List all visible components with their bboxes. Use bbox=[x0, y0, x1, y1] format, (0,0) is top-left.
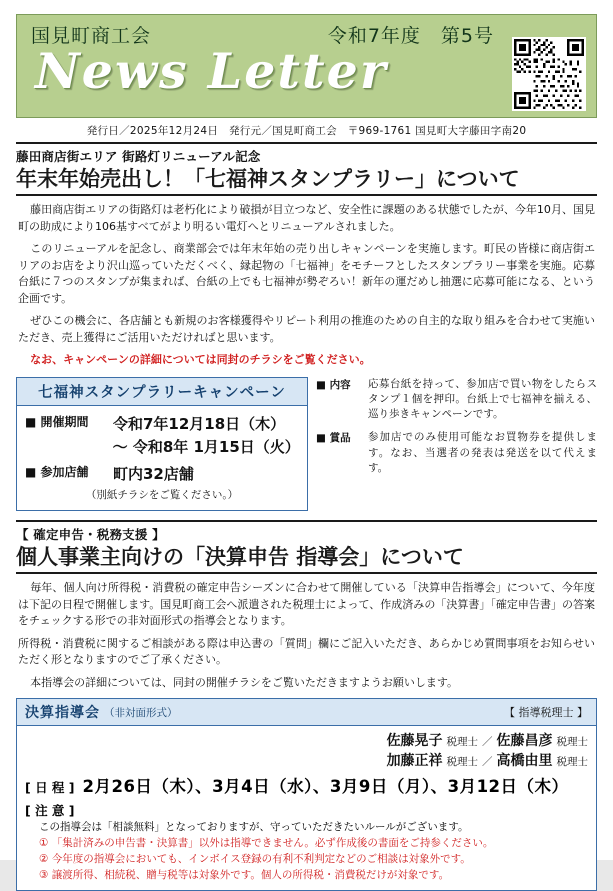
campaign-detail-content-label: ■ 内容 bbox=[316, 378, 351, 391]
section1-paragraph-1 bbox=[18, 202, 595, 235]
section1-paragraph-3 bbox=[18, 313, 595, 346]
guidance-title: 決算指導会 bbox=[25, 705, 100, 721]
campaign-period-row bbox=[25, 413, 299, 434]
campaign-box bbox=[16, 377, 308, 511]
guidance-caution-note: この指導会は「相談無料」となっておりますが、守っていただきたいルールがございます。 bbox=[39, 821, 469, 833]
section2-paragraph-3 bbox=[18, 675, 595, 692]
guidance-date-label: [ 日 程 ] bbox=[25, 780, 75, 795]
advisor-2-suffix: 税理士 bbox=[556, 736, 588, 748]
advisor-line-1 bbox=[25, 730, 588, 750]
organization-name: 国見町商工会 bbox=[31, 25, 152, 47]
caution-item-3: ③ 譲渡所得、相続税、贈与税等は対象外です。個人の所得税・消費税だけが対象です。 bbox=[39, 868, 450, 881]
campaign-stores-row bbox=[25, 463, 299, 484]
campaign-period-label: ■ 開催期間 bbox=[25, 414, 89, 429]
campaign-detail-prize bbox=[316, 430, 597, 476]
guidance-dates: 2月26日（木）、3月4日（水）、3月9日（月）、3月12日（木） bbox=[82, 777, 569, 796]
section2-title: 個人事業主向けの「決算申告 指導会」について bbox=[16, 544, 464, 569]
campaign-period-value-2: ～ 令和8年 1月15日（火） bbox=[112, 437, 300, 456]
campaign-detail-content bbox=[316, 377, 597, 423]
guidance-caution-list bbox=[39, 836, 588, 883]
campaign-stores-value: 町内32店舗 bbox=[113, 464, 194, 483]
section2-paragraph-2 bbox=[18, 636, 595, 669]
campaign-detail-content-text: 応募台紙を持って、参加店で買い物をしたらスタンプ１個を押印。台紙上で七福神を揃える、巡り歩きキャンペーンです。 bbox=[368, 377, 597, 421]
campaign-stores-label: ■ 参加店舗 bbox=[25, 464, 89, 479]
section1-header bbox=[16, 142, 597, 192]
campaign-period-spacer bbox=[25, 436, 113, 457]
campaign-details bbox=[316, 377, 597, 511]
campaign-section bbox=[16, 377, 597, 511]
section1-paragraph-1-text: 藤田商店街エリアの街路灯は老朽化により破損が目立つなど、安全性に課題のある状態でしたが、今年10月、国見町の助成により106基すべてがより明るい電灯へとリニューアルされました。 bbox=[18, 203, 595, 233]
campaign-detail-prize-text: 参加店でのみ使用可能なお買物券を提供します。なお、当選者の発表は発送を以て代えます。 bbox=[368, 431, 597, 474]
section2-paragraph-1-text: 毎年、個人向け所得税・消費税の確定申告シーズンに合わせて開催している「決算申告指導会」について、今年度は下記の日程で開催します。国見町商工会へ派遣された税理士によって、作成済みの「決算書」「確定申告書」の答案をチェックする形での非対面形式の指導会となります。 bbox=[18, 581, 595, 627]
guidance-date-row bbox=[25, 773, 588, 797]
issue-number: 令和7年度 第5号 bbox=[327, 25, 494, 47]
campaign-rows bbox=[17, 406, 307, 510]
newsletter-header bbox=[16, 14, 597, 118]
section2-kicker: 【 確定申告・税務支援 】 bbox=[16, 526, 165, 542]
section1-paragraph-4 bbox=[18, 352, 595, 369]
section1-kicker: 藤田商店街エリア 街路灯リニューアル記念 bbox=[16, 149, 261, 164]
advisor-3-name: 加藤正祥 bbox=[386, 753, 443, 769]
publication-line: 発行日／2025年12月24日 発行元／国見町商工会 〒969-1761 国見町大字藤田字南20 bbox=[86, 125, 527, 137]
section1-paragraph-2 bbox=[18, 241, 595, 307]
guidance-box bbox=[16, 698, 597, 891]
section1-title: 年末年始売出し！「七福神スタンプラリー」について bbox=[16, 167, 520, 191]
advisor-1-name: 佐藤晃子 bbox=[386, 733, 443, 749]
section1-red-note: なお、キャンペーンの詳細については同封のチラシをご覧ください。 bbox=[30, 353, 371, 367]
qr-code-icon[interactable] bbox=[512, 37, 586, 111]
advisor-4-name: 高橋由里 bbox=[496, 753, 553, 769]
advisor-separator-2: ／ bbox=[482, 756, 493, 768]
section2-paragraph-3-text: 本指導会の詳細については、同封の開催チラシをご覧いただきますようお願いします。 bbox=[30, 675, 458, 689]
guidance-advisor-label: 【 指導税理士 】 bbox=[504, 706, 588, 719]
campaign-period-row-2 bbox=[25, 436, 299, 457]
newsletter-title: News Letter bbox=[35, 42, 388, 100]
section1-rule bbox=[16, 194, 597, 196]
campaign-box-title: 七福神スタンプラリーキャンペーン bbox=[17, 378, 307, 406]
guidance-body bbox=[17, 726, 596, 890]
campaign-period-value: 令和7年12月18日（木） bbox=[113, 414, 286, 433]
campaign-note: （別紙チラシをご覧ください。） bbox=[85, 488, 239, 501]
caution-item-2: ② 今年度の指導会においても、インボイス登録の有利不利判定などのご相談は対象外です。 bbox=[39, 852, 471, 865]
advisor-1-suffix: 税理士 bbox=[446, 736, 479, 748]
advisor-4-suffix: 税理士 bbox=[556, 756, 588, 768]
caution-item-1: ① 「集計済みの申告書・決算書」以外は指導できません。必ず作成後の書面をご持参ください。 bbox=[39, 837, 494, 849]
advisor-2-name: 佐藤昌彦 bbox=[496, 733, 553, 749]
advisor-separator: ／ bbox=[482, 736, 493, 748]
advisor-line-2 bbox=[25, 750, 588, 770]
section2-rule bbox=[16, 572, 597, 574]
guidance-subtitle: （非対面形式） bbox=[104, 706, 178, 719]
guidance-box-header bbox=[17, 699, 596, 726]
advisor-3-suffix: 税理士 bbox=[446, 756, 479, 768]
section1-paragraph-3-text: ぜひこの機会に、各店舗とも新規のお客様獲得やリピート利用の推進のための自主的な取り組みを合わせて実施いただき、売上獲得にご活用いただければと思います。 bbox=[18, 314, 595, 344]
campaign-detail-prize-label: ■ 賞品 bbox=[316, 432, 351, 445]
section2-paragraph-1 bbox=[18, 580, 595, 630]
section2-header bbox=[16, 520, 597, 570]
section1-paragraph-2-text: このリニューアルを記念し、商業部会では年末年始の売り出しキャンペーンを実施します。町民の皆様に商店街エリアのお店をより沢山巡っていただくべく、縁起物の「七福神」をモチーフとしたスタンプラリー事業を実施。応募台紙に７つのスタンプが集まれば、台紙の上でも七福神が勢ぞろい！新年の運だめし抽選に応募可能になる、という企画です。 bbox=[18, 242, 595, 305]
section2-paragraph-2-text: 所得税・消費税に関するご相談がある際は申込書の「質問」欄にご記入いただき、あらかじめ質問事項をお知らせいただく形となりますのでご了承ください。 bbox=[18, 636, 595, 666]
guidance-caution-label: [ 注 意 ] bbox=[25, 803, 75, 818]
